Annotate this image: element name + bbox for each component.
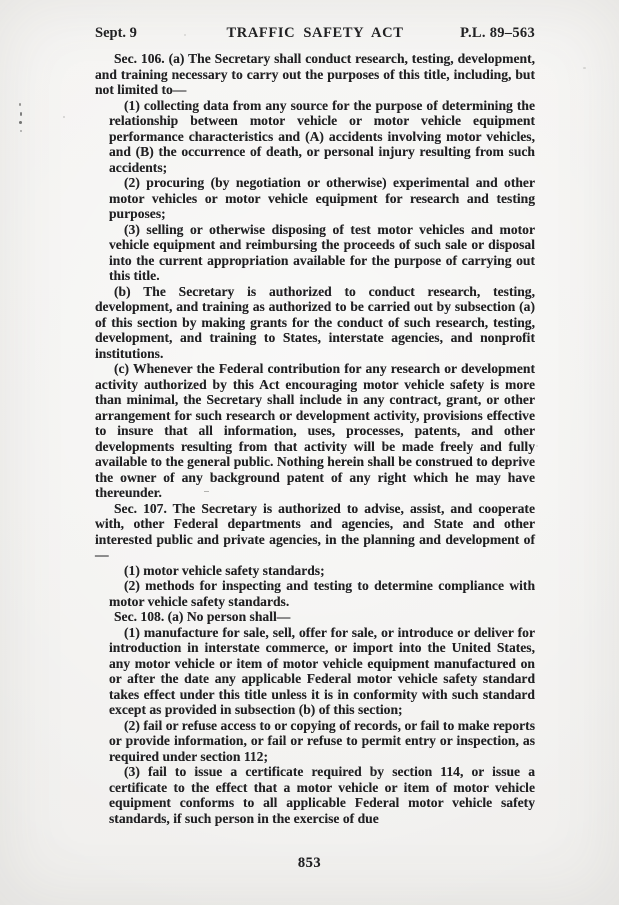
scan-artifact — [536, 445, 538, 447]
paragraph-sec-107: Sec. 107. The Secretary is authorized to advise, assist, and cooperate with, other Federal departments and agencies, and State and other interested public and private agencies, in the planning and development of— — [95, 500, 535, 562]
scan-artifact — [204, 491, 209, 492]
scan-artifact — [19, 121, 22, 124]
paragraph-item-106-2: (2) procuring (by negotiation or otherwise) experimental and other motor vehicles or motor vehicle equipment for research and testing purposes; — [109, 175, 535, 221]
scan-artifact — [184, 34, 186, 36]
paragraph-item-106-3: (3) selling or otherwise disposing of test motor vehicles and motor vehicle equipment and reimbursing the proceeds of such sale or disposal into the current appropriation available for the purpose of carrying out this title. — [109, 221, 535, 283]
paragraph-item-106-1: (1) collecting data from any source for the purpose of determining the relationship between motor vehicle or motor vehicle equipment performance characteristics and (A) accidents involving motor vehicles, and (B) the occurrence of death, or personal injury resulting from such accidents; — [109, 97, 535, 175]
paragraph-sec-106-a: Sec. 106. (a) The Secretary shall conduct research, testing, development, and training necessary to carry out the purposes of this title, including, but not limited to— — [95, 51, 535, 97]
paragraph-item-108-3: (3) fail to issue a certificate required by section 114, or issue a certificate to the effect that a motor vehicle or item of motor vehicle equipment conforms to all applicable Federal motor vehicle safety standards, if such person in the exercise of due — [109, 764, 535, 826]
scan-artifact — [583, 67, 586, 69]
scan-artifact — [19, 103, 21, 106]
paragraph-item-108-1: (1) manufacture for sale, sell, offer for sale, or introduce or deliver for introduction in interstate commerce, or import into the United States, any motor vehicle or item of motor vehicle equipment manufactured on or after the date any applicable Federal motor vehicle safety standard takes effect under this title unless it is in conformity with such standard except as provided in subsection (b) of this section; — [109, 624, 535, 717]
scan-artifact — [63, 116, 65, 118]
scan-artifact — [20, 112, 22, 116]
running-head — [95, 25, 535, 43]
paragraph-sec-106-c: (c) Whenever the Federal contribution for any research or development activity authorized by this Act encouraging motor vehicle safety is more than minimal, the Secretary shall include in any contract, grant, or other arrangement for such research or development activity, provisions effective to insure that all information, uses, processes, patents, and other developments resulting from that activity will be made freely and fully available to the general public. Nothing herein shall be construed to deprive the owner of any background patent of any right which he may have thereunder. — [95, 361, 535, 500]
statute-text — [95, 51, 535, 826]
header-date: Sept. 9 — [95, 25, 137, 41]
scan-artifact — [20, 130, 22, 132]
paragraph-sec-106-b: (b) The Secretary is authorized to conduct research, testing, development, and training as authorized to be carried out by subsection (a) of this section by making grants for the conduct of such research, testing, development, and training to States, interstate agencies, and nonprofit institutions. — [95, 283, 535, 361]
header-title: TRAFFIC SAFETY ACT — [226, 25, 404, 41]
paragraph-item-107-2: (2) methods for inspecting and testing to determine compliance with motor vehicle safety standards. — [109, 578, 535, 609]
header-law-number: P.L. 89–563 — [460, 25, 535, 41]
paragraph-item-107-1: (1) motor vehicle safety standards; — [124, 562, 325, 578]
page-number: 853 — [297, 855, 322, 871]
paragraph-item-108-2: (2) fail or refuse access to or copying of records, or fail to make reports or provide information, or fail or refuse to permit entry or inspection, as required under section 112; — [109, 717, 535, 764]
paragraph-sec-108-a: Sec. 108. (a) No person shall— — [114, 609, 291, 624]
